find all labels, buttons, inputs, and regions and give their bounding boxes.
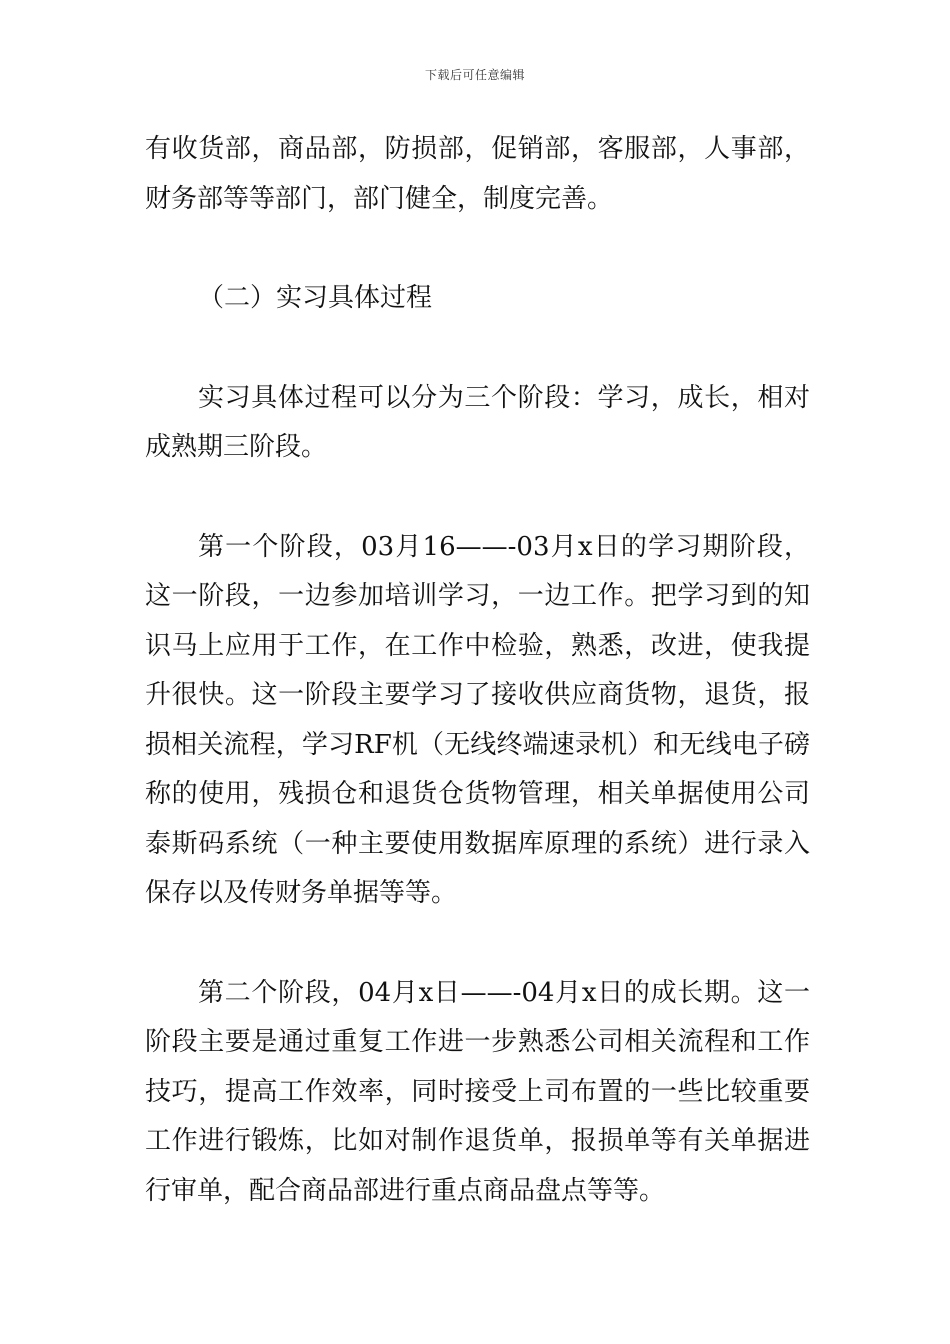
paragraph-spacer (145, 324, 810, 374)
document-body (145, 125, 810, 1216)
section-heading: （二）实习具体过程 (198, 283, 433, 313)
paragraph-spacer (145, 224, 810, 274)
paragraph-stage-one: 第一个阶段，03月16——-03月x日的学习期阶段，这一阶段，一边参加培训学习，一边工作。把学习到的知识马上应用于工作，在工作中检验，熟悉，改进，使我提升很快。这一阶段主要学习了接收供应商货物，退货，报损相关流程，学习RF机（无线终端速录机）和无线电子磅称的使用，残损仓和退货仓货物管理，相关单据使用公司泰斯码系统（一种主要使用数据库原理的系统）进行录入保存以及传财务单据等等。 (145, 531, 810, 908)
paragraph-stage-two: 第二个阶段，04月x日——-04月x日的成长期。这一阶段主要是通过重复工作进一步熟悉公司相关流程和工作技巧，提高工作效率，同时接受上司布置的一些比较重要工作进行锻炼，比如对制作退货单，报损单等有关单据进行审单，配合商品部进行重点商品盘点等等。 (145, 977, 810, 1206)
paragraph-spacer (145, 919, 810, 969)
paragraph-spacer (145, 473, 810, 523)
paragraph-departments: 有收货部，商品部，防损部，促销部，客服部，人事部，财务部等等部门，部门健全，制度完善。 (145, 134, 810, 214)
header-note: 下载后可任意编辑 (424, 68, 525, 82)
paragraph-stages-overview: 实习具体过程可以分为三个阶段：学习，成长，相对成熟期三阶段。 (145, 382, 810, 462)
